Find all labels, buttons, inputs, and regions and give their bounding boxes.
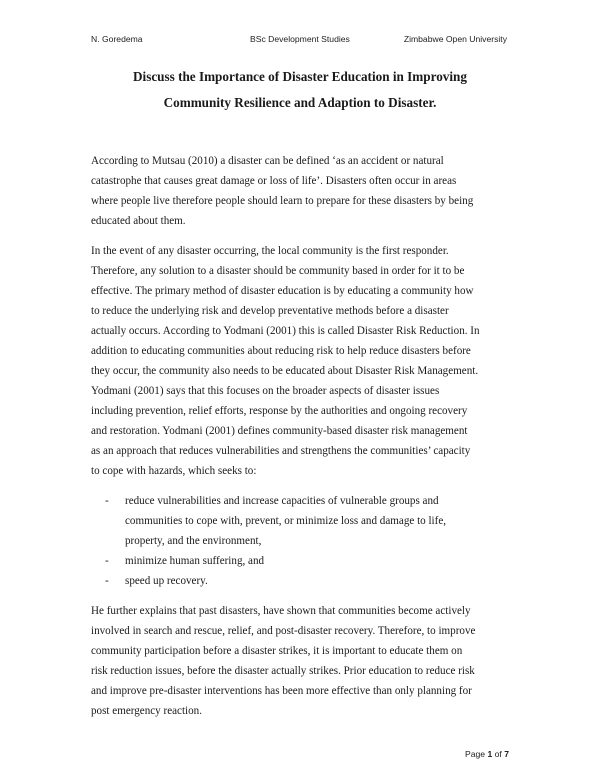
list-item-line: communities to cope with, prevent, or minimize loss and damage to life, [125, 515, 447, 527]
paragraph-line: to reduce the underlying risk and develop preventative methods before a disaster [91, 305, 449, 317]
paragraph-line: effective. The primary method of disaster education is by educating a community how [91, 285, 474, 297]
footer-page-word: Page [465, 749, 486, 759]
paragraph-line: In the event of any disaster occurring, the local community is the first responder. [91, 245, 449, 257]
paragraph-line: catastrophe that causes great damage or loss of life’. Disasters often occur in areas [91, 175, 457, 187]
paragraph-line: they occur, the community also needs to be educated about Disaster Risk Management. [91, 365, 479, 377]
paragraph-line: addition to educating communities about reducing risk to help reduce disasters before [91, 345, 471, 357]
header-program: BSc Development Studies [250, 34, 350, 44]
document-body [91, 151, 509, 731]
header-institution: Zimbabwe Open University [403, 34, 507, 44]
paragraph-line: Therefore, any solution to a disaster should be community based in order for it to be [91, 265, 465, 277]
paragraph-2 [91, 241, 509, 481]
bullet-list [91, 491, 509, 591]
paragraph-line: actually occurs. According to Yodmani (2001) this is called Disaster Risk Reduction. In [91, 325, 480, 337]
header-author: N. Goredema [91, 34, 143, 44]
list-item-line: property, and the environment, [125, 535, 262, 547]
list-item-line: speed up recovery. [125, 575, 208, 587]
paragraph-line: educated about them. [91, 215, 186, 227]
paragraph-line: community participation before a disaster strikes, it is important to educate them on [91, 645, 463, 657]
paragraph-line: to cope with hazards, which seeks to: [91, 465, 257, 477]
paragraph-1 [91, 151, 509, 231]
footer-page-current: 1 [487, 749, 493, 759]
dash-bullet: - [105, 555, 109, 567]
list-item [91, 551, 509, 571]
footer-of-word: of [494, 749, 502, 759]
list-item-line: minimize human suffering, and [125, 555, 265, 567]
dash-bullet: - [105, 575, 109, 587]
paragraph-line: He further explains that past disasters, have shown that communities become actively [91, 605, 471, 617]
page-header [91, 34, 507, 48]
paragraph-3 [91, 601, 509, 721]
paragraph-line: and improve pre-disaster interventions has been more effective than only planning for [91, 685, 472, 697]
list-item-line: reduce vulnerabilities and increase capacities of vulnerable groups and [125, 495, 439, 507]
paragraph-line: risk reduction issues, before the disaster actually strikes. Prior education to reduce risk [91, 665, 475, 677]
paragraph-line: as an approach that reduces vulnerabilities and strengthens the communities’ capacity [91, 445, 471, 457]
paragraph-line: where people live therefore people should learn to prepare for these disasters by being [91, 195, 474, 207]
title-line-2: Community Resilience and Adaption to Disaster. [163, 95, 437, 110]
paragraph-line: Yodmani (2001) says that this focuses on the broader aspects of disaster issues [91, 385, 440, 397]
title-line-1: Discuss the Importance of Disaster Education in Improving [133, 69, 467, 84]
document-title [60, 64, 540, 116]
dash-bullet: - [105, 495, 109, 507]
paragraph-line: including prevention, relief efforts, response by the authorities and ongoing recovery [91, 405, 468, 417]
paragraph-line: involved in search and rescue, relief, and post-disaster recovery. Therefore, to improve [91, 625, 476, 637]
paragraph-line: post emergency reaction. [91, 705, 202, 717]
list-item [91, 491, 509, 551]
footer-page-total: 7 [504, 749, 509, 759]
page-footer [465, 749, 509, 759]
paragraph-line: According to Mutsau (2010) a disaster can be defined ‘as an accident or natural [91, 155, 444, 167]
list-item [91, 571, 509, 591]
paragraph-line: and restoration. Yodmani (2001) defines community-based disaster risk management [91, 425, 468, 437]
